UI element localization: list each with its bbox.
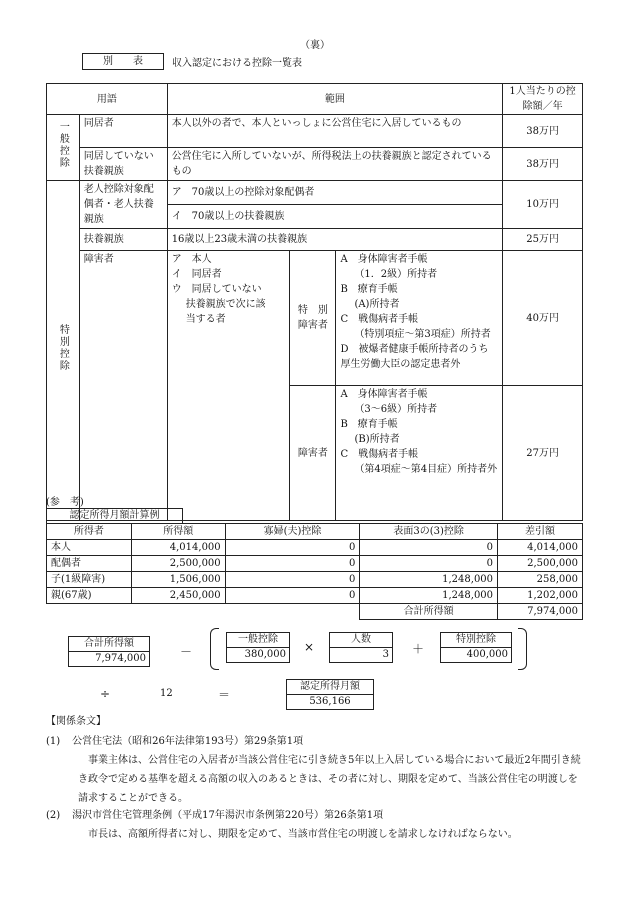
left-bracket <box>210 628 219 670</box>
formula-general: 一般控除 380,000 <box>226 632 290 663</box>
deduction-table <box>46 83 583 521</box>
divide-sign: ÷ <box>100 687 111 701</box>
general-deduction-label: 一般控除 <box>47 115 80 181</box>
calc-table <box>46 523 583 620</box>
plus-sign: ＋ <box>412 642 425 656</box>
term-disabled: 障害者 <box>79 251 167 521</box>
scope-disabled: ア 本人 イ 同居者 ウ 同居していない 扶養親族で次に該 当する者 <box>167 251 290 521</box>
table-row: 本人 4,014,000 0 0 4,014,000 <box>47 540 583 556</box>
special-disabled-items: A 身体障害者手帳 （1．2級）所持者 B 療育手帳 (A)所持者 C 戦傷病者手帳 （特別項症～第3項症）所持者 D 被爆者健康手帳所持者のうち厚生労働大臣の認定患者外 <box>336 251 503 386</box>
calc-header-deduction: 表面3の(3)控除 <box>360 524 498 540</box>
equals-sign: ＝ <box>218 688 231 702</box>
table-row: 配偶者 2,500,000 0 0 2,500,000 <box>47 556 583 572</box>
formula-result: 認定所得月額 536,166 <box>286 679 374 710</box>
calc-total-value: 7,974,000 <box>498 604 583 620</box>
appendix-label: 別 表 <box>82 53 164 70</box>
divisor: 12 <box>160 688 173 699</box>
amount-elderly: 10万円 <box>503 181 583 229</box>
header-scope: 範囲 <box>167 84 502 115</box>
special-disabled-label: 特 別障害者 <box>290 251 336 386</box>
article-2: (2) 湯沢市営住宅管理条例（平成17年湯沢市条例第220号）第26条第1項 市長は、高額所得者に対し、期限を定めて、当該市営住宅の明渡しを請求しなければならない。 <box>46 810 518 840</box>
scope-noncohabitant-dependent: 公営住宅に入所していないが、所得税法上の扶養親族と認定されているもの <box>167 148 502 181</box>
calc-example-title: 認定所得月額計算例 <box>46 508 183 524</box>
scope-cohabitant: 本人以外の者で、本人といっしょに公営住宅に入居しているもの <box>167 115 502 148</box>
reference-label: (参 考) <box>46 497 84 508</box>
article-1: (1) 公営住宅法（昭和26年法律第193号）第29条第1項 事業主体は、公営住宅の入居者が当該公営住宅に引き続き5年以上入居している場合において最近2年間引き続き政令で定める基準を超える高額の収入のあるときは、その者に対し、期限を定めて、当該公営住宅の明渡しを請求することができる。 <box>46 736 581 804</box>
term-elderly: 老人控除対象配偶者・老人扶養親族 <box>79 181 167 229</box>
normal-disabled-items: A 身体障害者手帳 （3～6級）所持者 B 療育手帳 (B)所持者 C 戦傷病者手帳 （第4項症～第4目症）所持者外 <box>336 386 503 521</box>
formula-total: 合計所得額 7,974,000 <box>68 636 150 667</box>
amount-cohabitant: 38万円 <box>503 115 583 148</box>
term-dependent: 扶養親族 <box>79 229 167 251</box>
articles-heading: 【関係条文】 <box>46 716 106 727</box>
amount-special-disabled: 40万円 <box>503 251 583 386</box>
term-cohabitant: 同居者 <box>79 115 167 148</box>
calc-header-income: 所得額 <box>131 524 225 540</box>
scope-elderly-a: ア 70歳以上の控除対象配偶者 <box>167 181 502 205</box>
calc-header-net: 差引額 <box>498 524 583 540</box>
normal-disabled-label: 障害者 <box>290 386 336 521</box>
table-row: 親(67歳) 2,450,000 0 1,248,000 1,202,000 <box>47 588 583 604</box>
term-noncohabitant-dependent: 同居していない扶養親族 <box>79 148 167 181</box>
times-sign: × <box>304 640 315 654</box>
right-bracket <box>518 628 527 670</box>
minus-sign: － <box>180 645 193 659</box>
amount-noncohabitant-dependent: 38万円 <box>503 148 583 181</box>
table-row: 子(1級障害) 1,506,000 0 1,248,000 258,000 <box>47 572 583 588</box>
formula-special: 特別控除 400,000 <box>440 632 512 663</box>
formula-people: 人数 3 <box>329 632 393 663</box>
header-term: 用語 <box>47 84 168 115</box>
calc-header-earner: 所得者 <box>47 524 132 540</box>
page-side-label: （裏） <box>300 40 330 51</box>
calc-header-widow: 寡婦(夫)控除 <box>225 524 360 540</box>
scope-elderly-b: イ 70歳以上の扶養親族 <box>167 205 502 229</box>
calc-total-label: 合計所得額 <box>360 604 498 620</box>
special-deduction-label: 特別控除 <box>47 181 80 521</box>
header-amount: 1人当たりの控除額／年 <box>503 84 583 115</box>
scope-dependent: 16歳以上23歳未満の扶養親族 <box>167 229 502 251</box>
amount-normal-disabled: 27万円 <box>503 386 583 521</box>
amount-dependent: 25万円 <box>503 229 583 251</box>
appendix-title: 収入認定における控除一覧表 <box>172 58 302 69</box>
